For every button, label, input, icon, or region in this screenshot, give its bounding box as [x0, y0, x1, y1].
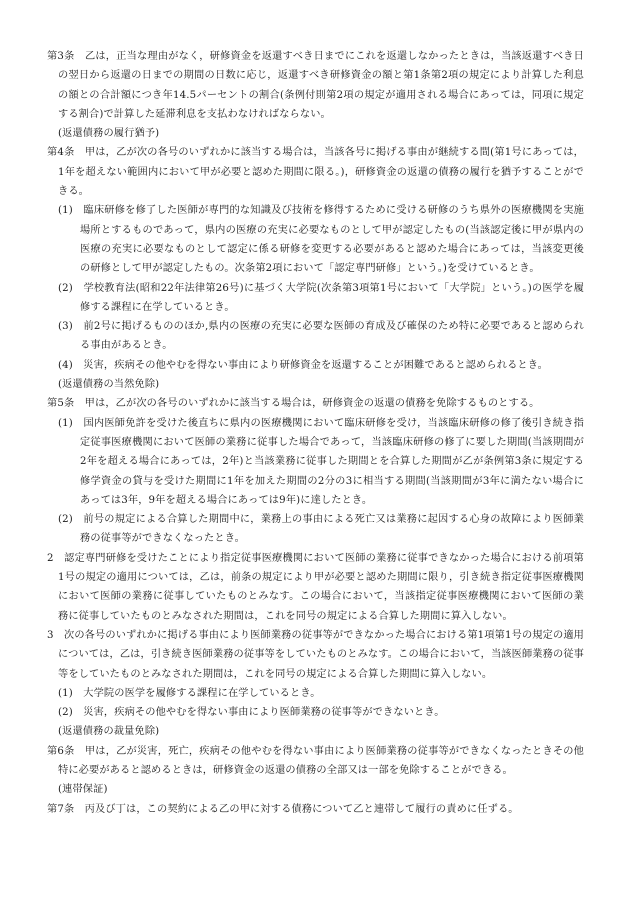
- article-5-item-2: [47, 510, 584, 549]
- article-number: 第4条: [47, 147, 75, 159]
- article-4-item-4: [47, 356, 584, 375]
- item-text: 学校教育法(昭和22年法律第26号)に基づく大学院(次条第3項第1号において「大学院」という。)の医学を履修する課程に在学しているとき。: [80, 282, 585, 313]
- caption-discretionary-exemption: (返還債務の裁量免除): [58, 726, 160, 738]
- item-number: (4): [58, 359, 73, 371]
- article-7: [47, 800, 584, 819]
- paragraph-number: 2: [47, 552, 54, 564]
- article-5-paragraph-3: [47, 626, 584, 684]
- article-4-item-2: [47, 279, 584, 318]
- article-4-item-3: [47, 317, 584, 356]
- paragraph-number: 3: [47, 629, 54, 641]
- article-5: [47, 394, 584, 413]
- article-5-item-1: [47, 414, 584, 510]
- article-4-item-1: [47, 201, 584, 278]
- article-5-paragraph-2: [47, 549, 584, 626]
- document-body: [47, 47, 584, 819]
- paragraph-text: 次の各号のいずれかに掲げる事由により医師業務の従事等ができなかった場合における第1項第1号の規定の適用については，乙は，引き続き医師業務の従事等をしていたものとみなす。この場合において，当該医師業務の従事等をしていたものとみなされた期間は，これを同号の規定による合算した期間に算入しない。: [58, 629, 585, 680]
- article-4: [47, 143, 584, 201]
- item-text: 前号の規定による合算した期間中に，業務上の事由による死亡又は業務に起因する心身の故障により医師業務の従事等ができなくなったとき。: [80, 514, 584, 545]
- item-number: (3): [58, 321, 73, 333]
- item-number: (1): [58, 205, 73, 217]
- article-5-paragraph-3-item-1: [47, 684, 584, 703]
- item-text: 大学院の医学を履修する課程に在学しているとき。: [83, 687, 321, 699]
- item-text: 国内医師免許を受けた後直ちに県内の医療機関において臨床研修を受け，当該臨床研修の修了後引き続き指定従事医療機関において医師の業務に従事した場合であって，当該臨床研修の修了に要した期間(当該期間が2年を超える場合にあっては，2年)と当該業務に従事した期間とを合算した期間が乙が条例第3条に規定する修学資金の貸与を受けた期間に1年を加えた期間の2分の3に相当する期間(当該期間が3年に満たない場合にあっては3年，9年を超える場合にあっては9年)に達したとき。: [80, 417, 584, 506]
- item-text: 災害，疾病その他やむを得ない事由により医師業務の従事等ができないとき。: [83, 707, 445, 719]
- article-text: 乙は，正当な理由がなく，研修資金を返還すべき日までにこれを返還しなかったときは，当該返還すべき日の翌日から返還の日までの期間の日数に応じ，返還すべき研修資金の額と第1条第2項の規定により計算した利息の額との合計額につき年14.5パーセントの割合(条例付則第2項の規定が適用される場合にあっては，同項に規定する割合)で計算した延滞利息を支払わなければならない。: [58, 51, 584, 120]
- item-number: (2): [58, 514, 73, 526]
- article-5-paragraph-3-item-2: [47, 703, 584, 722]
- article-text: 甲は，乙が災害，死亡，疾病その他やむを得ない事由により医師業務の従事等ができなくなったときその他特に必要があると認めるときは，研修資金の返還の債務の全部又は一部を免除することができる。: [58, 745, 584, 776]
- article-text: 甲は，乙が次の各号のいずれかに該当する場合は，研修資金の返還の債務を免除するものとする。: [84, 398, 540, 410]
- article-text: 丙及び丁は，この契約による乙の甲に対する債務について乙と連帯して履行の責めに任ずる。: [84, 803, 519, 815]
- item-number: (2): [58, 282, 73, 294]
- item-number: (1): [58, 417, 73, 429]
- article-number: 第6条: [47, 745, 75, 757]
- article-text: 甲は，乙が次の各号のいずれかに該当する場合は，当該各号に掲げる事由が継続する間(第1号にあっては，1年を超えない範囲内において甲が必要と認めた期間に限る。)，研修資金の返還の債務の履行を猶予することができる。: [58, 147, 585, 198]
- item-text: 災害，疾病その他やむを得ない事由により研修資金を返還することが困難であると認められるとき。: [83, 359, 549, 371]
- caption-joint-guarantee: (連帯保証): [58, 784, 108, 796]
- article-3: [47, 47, 584, 124]
- article-6: [47, 742, 584, 781]
- article-number: 第7条: [47, 803, 75, 815]
- item-number: (2): [58, 707, 73, 719]
- article-number: 第3条: [47, 51, 75, 62]
- paragraph-text: 認定専門研修を受けたことにより指定従事医療機関において医師の業務に従事できなかった場合における前項第1号の規定の適用については，乙は，前条の規定により甲が必要と認めた期間に限り，引き続き指定従事医療機関において医師の業務に従事していたものとみなす。この場合において，当該指定従事医療機関において医師の業務に従事していたものとみなされた期間は，これを同号の規定による合算した期間に算入しない。: [58, 552, 584, 622]
- item-number: (1): [58, 687, 73, 699]
- caption-performance-deferral: (返還債務の履行猶予): [58, 128, 160, 140]
- item-text: 臨床研修を修了した医師が専門的な知識及び技術を修得するために受ける研修のうち県外の医療機関を実施場所とするものであって，県内の医療の充実に必要なものとして甲が認定したもの(当該認定後に甲が県内の医療の充実に必要なものとして認定に係る研修を変更する必要があると認めた場合にあっては，当該変更後の研修として甲が認定したもの。次条第2項において「認定専門研修」という。)を受けているとき。: [80, 205, 584, 275]
- article-number: 第5条: [47, 398, 75, 410]
- item-text: 前2号に掲げるもののほか,県内の医療の充実に必要な医師の育成及び確保のため特に必要であると認められる事由があるとき。: [80, 321, 584, 352]
- caption-automatic-exemption: (返還債務の当然免除): [58, 379, 160, 391]
